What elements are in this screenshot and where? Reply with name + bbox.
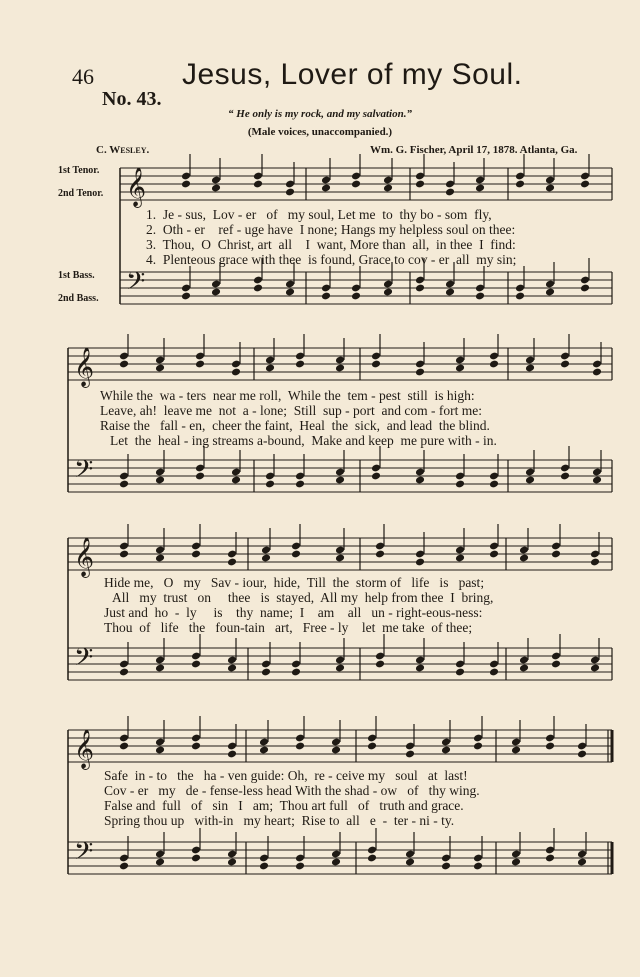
treble-notehead <box>551 550 561 559</box>
treble-notehead <box>259 746 269 755</box>
bass-clef-icon: 𝄢 <box>74 837 94 872</box>
treble-notehead <box>455 364 465 373</box>
bass-notehead <box>285 288 295 297</box>
lyric-line: Just and ho - ly is thy name; I am all un - right-eous-ness: <box>104 605 483 620</box>
treble-notehead <box>577 750 587 759</box>
bass-notehead <box>580 284 590 293</box>
treble-notehead <box>592 368 602 377</box>
treble-clef-icon: 𝄞 <box>74 347 95 387</box>
treble-notehead <box>155 364 165 373</box>
treble-notehead <box>351 180 361 189</box>
bass-notehead <box>195 472 205 481</box>
lyric-line: Let the heal - ing streams a-bound, Make and keep me pure with - in. <box>110 433 497 448</box>
lyric-line: Thou of life the foun-tain art, Free - ly let me take of thee; <box>104 620 473 635</box>
bass-notehead <box>331 858 341 867</box>
treble-notehead <box>545 184 555 193</box>
bass-notehead <box>227 664 237 673</box>
treble-notehead <box>489 550 499 559</box>
bass-notehead <box>455 668 465 677</box>
bass-notehead <box>473 862 483 871</box>
bass-notehead <box>191 660 201 669</box>
bass-notehead <box>519 664 529 673</box>
treble-notehead <box>119 742 129 751</box>
treble-notehead <box>231 368 241 377</box>
bass-notehead <box>455 480 465 489</box>
hymn-number: No. 43. <box>102 88 162 110</box>
bass-notehead <box>227 858 237 867</box>
lyric-line: Spring thou up with-in my heart; Rise to all e - ter - ni - ty. <box>104 813 455 828</box>
treble-notehead <box>525 364 535 373</box>
bass-clef-icon: 𝄢 <box>74 643 94 678</box>
bass-notehead <box>551 660 561 669</box>
bass-notehead <box>321 292 331 301</box>
lyric-line: False and full of sin I am; Thou art full of truth and grace. <box>104 798 464 813</box>
bass-notehead <box>592 476 602 485</box>
treble-notehead <box>335 364 345 373</box>
treble-notehead <box>291 550 301 559</box>
treble-notehead <box>331 746 341 755</box>
treble-notehead <box>227 750 237 759</box>
treble-notehead <box>181 180 191 189</box>
treble-notehead <box>445 188 455 197</box>
lyricist-credit: C. Wesley. <box>96 144 150 156</box>
bass-notehead <box>545 288 555 297</box>
bass-notehead <box>261 668 271 677</box>
voice-label-tenor1: 1st Tenor. <box>58 165 100 176</box>
treble-notehead <box>415 368 425 377</box>
lyric-line: Leave, ah! leave me not a - lone; Still sup - port and com - fort me: <box>100 403 483 418</box>
lyric-line: All my trust on thee is stayed, All my help from thee I bring, <box>112 590 494 605</box>
treble-notehead <box>295 742 305 751</box>
treble-notehead <box>155 746 165 755</box>
treble-notehead <box>119 360 129 369</box>
bass-notehead <box>155 476 165 485</box>
treble-clef-icon: 𝄞 <box>74 537 95 577</box>
bass-notehead <box>155 664 165 673</box>
treble-notehead <box>515 180 525 189</box>
bass-notehead <box>445 288 455 297</box>
treble-notehead <box>321 184 331 193</box>
hymn-title: Jesus, Lover of my Soul. <box>182 58 523 91</box>
lyric-line: Raise the fall - en, cheer the faint, Heal the sick, and lead the blind. <box>100 418 490 433</box>
bass-notehead <box>577 858 587 867</box>
voice-label-tenor2: 2nd Tenor. <box>58 188 104 199</box>
bass-notehead <box>475 292 485 301</box>
treble-notehead <box>383 184 393 193</box>
treble-notehead <box>295 360 305 369</box>
bass-notehead <box>525 476 535 485</box>
lyric-line: 4. Plenteous grace with thee is found, Grace to cov - er all my sin; <box>146 252 517 267</box>
treble-notehead <box>155 554 165 563</box>
treble-notehead <box>285 188 295 197</box>
bass-notehead <box>335 476 345 485</box>
treble-notehead <box>455 554 465 563</box>
bass-notehead <box>545 854 555 863</box>
treble-clef-icon: 𝄞 <box>126 167 147 207</box>
bass-notehead <box>351 292 361 301</box>
treble-notehead <box>441 746 451 755</box>
treble-notehead <box>415 180 425 189</box>
treble-notehead <box>415 558 425 567</box>
treble-notehead <box>545 742 555 751</box>
lyric-line: Safe in - to the ha - ven guide: Oh, re - ceive my soul at last! <box>104 768 468 783</box>
lyric-line: 3. Thou, O Christ, art all I want, More than all, in thee I find: <box>146 237 516 252</box>
bass-notehead <box>181 292 191 301</box>
treble-notehead <box>265 364 275 373</box>
voice-label-bass2: 2nd Bass. <box>58 293 99 304</box>
treble-notehead <box>335 554 345 563</box>
bass-notehead <box>295 862 305 871</box>
bass-notehead <box>415 476 425 485</box>
treble-notehead <box>191 742 201 751</box>
bass-notehead <box>405 858 415 867</box>
bass-notehead <box>295 480 305 489</box>
bass-notehead <box>259 862 269 871</box>
treble-notehead <box>211 184 221 193</box>
bass-notehead <box>383 288 393 297</box>
bass-notehead <box>367 854 377 863</box>
treble-notehead <box>367 742 377 751</box>
bass-notehead <box>253 284 263 293</box>
treble-notehead <box>405 750 415 759</box>
treble-notehead <box>371 360 381 369</box>
treble-notehead <box>375 550 385 559</box>
bass-clef-icon: 𝄢 <box>74 455 94 490</box>
treble-notehead <box>580 180 590 189</box>
treble-notehead <box>473 742 483 751</box>
treble-notehead <box>261 554 271 563</box>
lyric-line: Cov - er my de - fense-less head With the shad - ow of thy wing. <box>104 783 480 798</box>
bass-notehead <box>155 858 165 867</box>
treble-notehead <box>519 554 529 563</box>
treble-notehead <box>489 360 499 369</box>
treble-notehead <box>227 558 237 567</box>
composer-credit: Wm. G. Fischer, April 17, 1878. Atlanta, Ga. <box>370 144 578 156</box>
bass-notehead <box>375 660 385 669</box>
treble-notehead <box>119 550 129 559</box>
bass-notehead <box>560 472 570 481</box>
lyric-line: 2. Oth - er ref - uge have I none; Hangs my helpless soul on thee: <box>146 222 516 237</box>
bass-notehead <box>119 480 129 489</box>
bass-notehead <box>335 664 345 673</box>
bass-notehead <box>415 284 425 293</box>
lyric-line: While the wa - ters near me roll, While the tem - pest still is high: <box>100 388 475 403</box>
bass-notehead <box>291 668 301 677</box>
treble-notehead <box>560 360 570 369</box>
bass-notehead <box>415 664 425 673</box>
bass-notehead <box>119 862 129 871</box>
bass-notehead <box>489 480 499 489</box>
treble-notehead <box>191 550 201 559</box>
bass-notehead <box>441 862 451 871</box>
epigraph: “ He only is my rock, and my salvation.” <box>228 108 412 120</box>
bass-notehead <box>231 476 241 485</box>
treble-notehead <box>511 746 521 755</box>
bass-notehead <box>590 664 600 673</box>
lyric-line: 1. Je - sus, Lov - er of my soul, Let me to thy bo - som fly, <box>146 207 492 222</box>
voice-label-bass1: 1st Bass. <box>58 270 95 281</box>
bass-notehead <box>511 858 521 867</box>
bass-notehead <box>191 854 201 863</box>
treble-notehead <box>590 558 600 567</box>
bass-notehead <box>119 668 129 677</box>
treble-clef-icon: 𝄞 <box>74 729 95 769</box>
lyric-line: Hide me, O my Sav - iour, hide, Till the storm of life is past; <box>104 575 485 590</box>
treble-notehead <box>475 184 485 193</box>
bass-notehead <box>515 292 525 301</box>
treble-notehead <box>195 360 205 369</box>
page-number: 46 <box>72 64 94 89</box>
performance-note: (Male voices, unaccompanied.) <box>247 126 393 138</box>
bass-notehead <box>265 480 275 489</box>
bass-notehead <box>371 472 381 481</box>
bass-clef-icon: 𝄢 <box>126 267 146 302</box>
bass-notehead <box>489 668 499 677</box>
treble-notehead <box>253 180 263 189</box>
bass-notehead <box>211 288 221 297</box>
